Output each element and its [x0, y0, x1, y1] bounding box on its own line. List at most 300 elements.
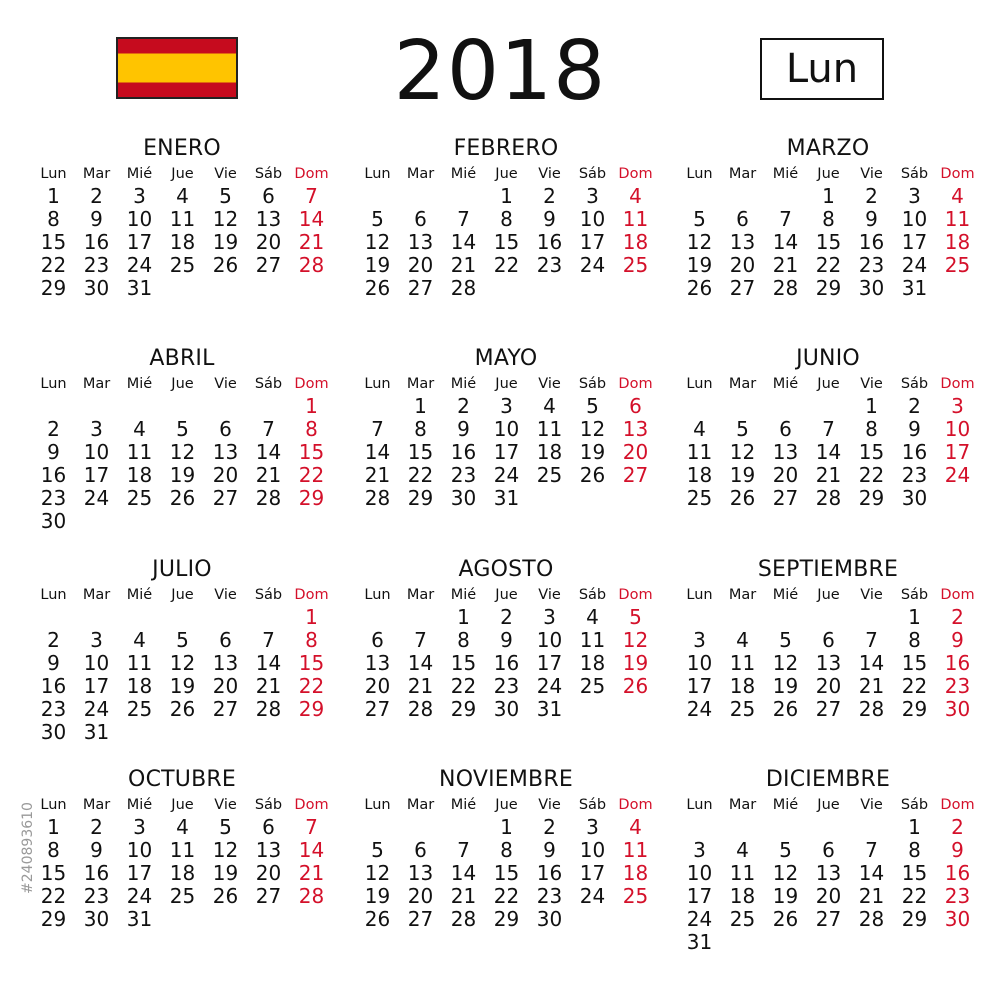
weekday-label: Mié: [772, 587, 799, 603]
day-date: 26: [364, 276, 391, 300]
day-date: 25: [729, 907, 756, 931]
day-date: 16: [901, 440, 928, 464]
empty-cell: [721, 606, 764, 629]
day-date: 21: [407, 674, 434, 698]
weekday-label: Lun: [364, 376, 391, 392]
day-date: 8: [457, 628, 470, 652]
day-date: 6: [414, 207, 427, 231]
day-date: 27: [364, 697, 391, 721]
sunday-date: 3: [951, 394, 964, 418]
day-date: 2: [543, 184, 556, 208]
day-date: 26: [212, 884, 239, 908]
day-date: 22: [901, 674, 928, 698]
day-date: 9: [908, 417, 921, 441]
day-date: 1: [908, 605, 921, 629]
day-grid: [32, 606, 332, 744]
day-date: 3: [133, 184, 146, 208]
empty-cell: [75, 606, 118, 629]
sunday-date: 8: [305, 628, 318, 652]
day-date: 24: [493, 463, 520, 487]
sunday-date: 16: [944, 861, 971, 885]
weekday-label: Vie: [538, 587, 561, 603]
weekday-label: Mar: [728, 166, 757, 182]
day-grid: [356, 606, 656, 721]
sunday-date: 18: [622, 861, 649, 885]
day-date: 21: [815, 463, 842, 487]
day-date: 30: [40, 509, 67, 533]
day-date: 17: [536, 651, 563, 675]
day-date: 1: [414, 394, 427, 418]
day-date: 12: [169, 651, 196, 675]
year-title: 2018: [393, 24, 607, 119]
month-octubre: [32, 767, 332, 931]
empty-cell: [204, 395, 247, 418]
day-date: 23: [901, 463, 928, 487]
day-date: 30: [536, 907, 563, 931]
day-date: 6: [822, 628, 835, 652]
day-date: 2: [865, 184, 878, 208]
day-date: 16: [858, 230, 885, 254]
day-date: 13: [212, 651, 239, 675]
day-date: 20: [815, 674, 842, 698]
empty-cell: [721, 185, 764, 208]
day-date: 3: [90, 417, 103, 441]
day-date: 12: [212, 207, 239, 231]
day-date: 2: [543, 815, 556, 839]
day-date: 15: [450, 651, 477, 675]
day-date: 3: [90, 628, 103, 652]
month-title: JUNIO: [796, 346, 860, 371]
weekday-label: Mar: [728, 587, 757, 603]
day-date: 10: [686, 651, 713, 675]
day-date: 29: [815, 276, 842, 300]
day-date: 30: [858, 276, 885, 300]
day-date: 20: [407, 884, 434, 908]
weekday-label: Lun: [364, 797, 391, 813]
day-date: 24: [83, 697, 110, 721]
day-date: 1: [457, 605, 470, 629]
sunday-date: 21: [298, 230, 325, 254]
weekday-label: Mar: [82, 376, 111, 392]
month-febrero: [356, 136, 656, 300]
day-date: 10: [83, 651, 110, 675]
sunday-date: 28: [298, 253, 325, 277]
day-date: 18: [729, 674, 756, 698]
day-date: 3: [586, 815, 599, 839]
weekday-label: Sáb: [900, 587, 929, 603]
day-date: 14: [255, 651, 282, 675]
day-date: 10: [126, 207, 153, 231]
day-date: 17: [83, 463, 110, 487]
weekday-label: Dom: [618, 587, 653, 603]
day-date: 21: [450, 253, 477, 277]
day-date: 5: [779, 628, 792, 652]
day-date: 17: [126, 861, 153, 885]
day-date: 10: [579, 207, 606, 231]
empty-cell: [399, 816, 442, 839]
day-date: 28: [858, 907, 885, 931]
weekday-label: Dom: [940, 587, 975, 603]
day-date: 29: [40, 907, 67, 931]
sunday-date: 14: [298, 838, 325, 862]
day-date: 4: [543, 394, 556, 418]
weekday-label: Lun: [686, 166, 713, 182]
day-date: 28: [858, 697, 885, 721]
day-date: 29: [40, 276, 67, 300]
empty-cell: [356, 395, 399, 418]
day-date: 11: [126, 651, 153, 675]
day-date: 16: [450, 440, 477, 464]
day-date: 22: [40, 884, 67, 908]
weekday-label: Vie: [538, 376, 561, 392]
weekday-label: Mié: [772, 797, 799, 813]
day-date: 5: [779, 838, 792, 862]
weekday-label: Dom: [618, 797, 653, 813]
weekday-label: Vie: [860, 376, 883, 392]
day-date: 26: [729, 486, 756, 510]
sunday-date: 2: [951, 605, 964, 629]
day-date: 14: [815, 440, 842, 464]
day-date: 14: [407, 651, 434, 675]
day-date: 22: [815, 253, 842, 277]
day-date: 31: [536, 697, 563, 721]
sunday-date: 29: [298, 697, 325, 721]
day-date: 24: [126, 253, 153, 277]
day-date: 30: [901, 486, 928, 510]
day-date: 5: [371, 207, 384, 231]
day-date: 4: [586, 605, 599, 629]
weekday-header: [32, 795, 332, 816]
empty-cell: [399, 185, 442, 208]
sunday-date: 25: [622, 884, 649, 908]
day-date: 18: [536, 440, 563, 464]
day-date: 4: [133, 628, 146, 652]
weekday-label: Vie: [214, 587, 237, 603]
day-date: 6: [371, 628, 384, 652]
day-date: 12: [364, 230, 391, 254]
day-date: 18: [686, 463, 713, 487]
weekday-header: [356, 164, 656, 185]
weekday-header: [678, 795, 978, 816]
day-date: 28: [364, 486, 391, 510]
weekday-label: Mié: [450, 376, 477, 392]
month-title: MAYO: [474, 346, 538, 371]
day-date: 28: [255, 486, 282, 510]
sunday-date: 4: [629, 184, 642, 208]
day-date: 11: [579, 628, 606, 652]
empty-cell: [356, 816, 399, 839]
weekday-label: Mar: [406, 376, 435, 392]
day-date: 7: [822, 417, 835, 441]
day-date: 26: [364, 907, 391, 931]
day-date: 20: [212, 674, 239, 698]
month-title: ENERO: [143, 136, 221, 161]
day-date: 18: [169, 230, 196, 254]
empty-cell: [721, 816, 764, 839]
sunday-date: 11: [622, 838, 649, 862]
weekday-label: Vie: [214, 797, 237, 813]
day-date: 6: [219, 417, 232, 441]
day-date: 17: [579, 861, 606, 885]
weekday-label: Dom: [294, 376, 329, 392]
weekday-label: Sáb: [254, 587, 283, 603]
day-date: 19: [169, 674, 196, 698]
day-grid: [678, 185, 978, 300]
day-date: 5: [371, 838, 384, 862]
day-date: 26: [686, 276, 713, 300]
month-junio: [678, 346, 978, 510]
day-date: 22: [493, 884, 520, 908]
day-date: 9: [457, 417, 470, 441]
day-date: 31: [901, 276, 928, 300]
sunday-date: 4: [951, 184, 964, 208]
empty-cell: [161, 606, 204, 629]
weekday-label: Mié: [126, 797, 153, 813]
day-date: 18: [126, 674, 153, 698]
day-date: 23: [450, 463, 477, 487]
day-date: 9: [865, 207, 878, 231]
day-date: 19: [364, 884, 391, 908]
weekday-label: Sáb: [254, 797, 283, 813]
weekday-header: [32, 585, 332, 606]
weekday-label: Dom: [940, 797, 975, 813]
sunday-date: 27: [622, 463, 649, 487]
day-date: 22: [40, 253, 67, 277]
sunday-date: 21: [298, 861, 325, 885]
weekday-label: Vie: [214, 376, 237, 392]
month-noviembre: [356, 767, 656, 931]
day-date: 26: [772, 697, 799, 721]
weekday-label: Vie: [538, 166, 561, 182]
day-date: 24: [536, 674, 563, 698]
day-date: 17: [686, 884, 713, 908]
day-date: 14: [772, 230, 799, 254]
sunday-date: 1: [305, 394, 318, 418]
day-date: 18: [126, 463, 153, 487]
day-date: 23: [40, 697, 67, 721]
day-date: 10: [579, 838, 606, 862]
weekday-label: Mar: [82, 797, 111, 813]
day-date: 8: [865, 417, 878, 441]
weekday-label: Lun: [686, 376, 713, 392]
sunday-date: 12: [622, 628, 649, 652]
day-date: 24: [901, 253, 928, 277]
day-date: 15: [40, 230, 67, 254]
month-agosto: [356, 557, 656, 721]
sunday-date: 22: [298, 463, 325, 487]
day-date: 23: [40, 486, 67, 510]
weekday-label: Lun: [40, 797, 67, 813]
day-date: 20: [364, 674, 391, 698]
day-date: 16: [83, 861, 110, 885]
weekday-label: Mar: [406, 587, 435, 603]
day-date: 9: [90, 207, 103, 231]
sunday-date: 16: [944, 651, 971, 675]
day-date: 27: [255, 253, 282, 277]
empty-cell: [247, 606, 290, 629]
day-date: 19: [772, 674, 799, 698]
sunday-date: 10: [944, 417, 971, 441]
day-date: 2: [908, 394, 921, 418]
day-date: 5: [176, 628, 189, 652]
day-date: 4: [736, 628, 749, 652]
weekday-label: Vie: [860, 587, 883, 603]
weekday-label: Lun: [364, 587, 391, 603]
day-date: 10: [686, 861, 713, 885]
day-date: 13: [255, 207, 282, 231]
weekday-label: Sáb: [254, 166, 283, 182]
empty-cell: [807, 816, 850, 839]
day-date: 7: [371, 417, 384, 441]
day-date: 28: [450, 907, 477, 931]
day-date: 27: [815, 697, 842, 721]
empty-cell: [678, 816, 721, 839]
day-date: 17: [901, 230, 928, 254]
empty-cell: [678, 606, 721, 629]
day-date: 17: [686, 674, 713, 698]
weekday-label: Jue: [817, 587, 840, 603]
weekday-label: Mié: [450, 587, 477, 603]
day-date: 7: [457, 838, 470, 862]
sunday-date: 14: [298, 207, 325, 231]
day-date: 1: [47, 184, 60, 208]
empty-cell: [399, 606, 442, 629]
day-date: 27: [729, 276, 756, 300]
sunday-date: 26: [622, 674, 649, 698]
weekday-label: Vie: [214, 166, 237, 182]
weekday-label: Dom: [294, 166, 329, 182]
day-date: 16: [493, 651, 520, 675]
day-date: 5: [693, 207, 706, 231]
day-date: 16: [40, 674, 67, 698]
day-date: 25: [126, 486, 153, 510]
sunday-date: 23: [944, 884, 971, 908]
sunday-date: 22: [298, 674, 325, 698]
day-date: 15: [493, 230, 520, 254]
day-date: 23: [536, 884, 563, 908]
day-date: 4: [693, 417, 706, 441]
day-date: 20: [729, 253, 756, 277]
weekday-label: Mié: [772, 376, 799, 392]
weekday-label: Mar: [82, 166, 111, 182]
day-date: 13: [815, 651, 842, 675]
day-date: 5: [586, 394, 599, 418]
day-date: 27: [407, 276, 434, 300]
day-grid: [356, 395, 656, 510]
day-date: 22: [493, 253, 520, 277]
month-title: DICIEMBRE: [765, 767, 891, 792]
weekday-label: Vie: [860, 166, 883, 182]
day-date: 13: [407, 230, 434, 254]
day-date: 10: [536, 628, 563, 652]
month-title: NOVIEMBRE: [439, 767, 573, 792]
day-date: 7: [414, 628, 427, 652]
day-date: 8: [500, 838, 513, 862]
day-date: 7: [779, 207, 792, 231]
day-date: 15: [901, 861, 928, 885]
day-date: 17: [493, 440, 520, 464]
day-date: 14: [858, 861, 885, 885]
day-grid: [356, 816, 656, 931]
day-date: 6: [262, 815, 275, 839]
day-date: 13: [729, 230, 756, 254]
day-date: 6: [414, 838, 427, 862]
day-grid: [678, 606, 978, 721]
weekday-label: Lun: [364, 166, 391, 182]
sunday-date: 9: [951, 838, 964, 862]
day-date: 14: [858, 651, 885, 675]
month-diciembre: [678, 767, 978, 954]
day-date: 6: [822, 838, 835, 862]
day-date: 1: [865, 394, 878, 418]
month-enero: [32, 136, 332, 300]
day-date: 23: [858, 253, 885, 277]
day-date: 19: [772, 884, 799, 908]
day-date: 11: [126, 440, 153, 464]
day-date: 8: [47, 838, 60, 862]
month-title: OCTUBRE: [128, 767, 236, 792]
empty-cell: [204, 606, 247, 629]
day-grid: [678, 816, 978, 954]
empty-cell: [764, 395, 807, 418]
day-date: 12: [364, 861, 391, 885]
day-date: 1: [500, 815, 513, 839]
day-grid: [32, 185, 332, 300]
empty-cell: [442, 185, 485, 208]
day-grid: [678, 395, 978, 510]
weekday-label: Mié: [126, 376, 153, 392]
day-date: 24: [579, 253, 606, 277]
day-date: 20: [407, 253, 434, 277]
weekday-header: [32, 164, 332, 185]
month-title: FEBRERO: [453, 136, 559, 161]
empty-cell: [118, 395, 161, 418]
day-date: 11: [169, 207, 196, 231]
weekday-label: Mar: [406, 166, 435, 182]
day-date: 12: [686, 230, 713, 254]
day-date: 19: [579, 440, 606, 464]
day-date: 8: [500, 207, 513, 231]
weekday-label: Dom: [940, 376, 975, 392]
sunday-date: 7: [305, 184, 318, 208]
day-date: 25: [579, 674, 606, 698]
day-date: 27: [407, 907, 434, 931]
day-date: 20: [815, 884, 842, 908]
day-date: 5: [736, 417, 749, 441]
day-date: 6: [736, 207, 749, 231]
sunday-date: 13: [622, 417, 649, 441]
day-date: 4: [176, 184, 189, 208]
day-date: 1: [908, 815, 921, 839]
day-date: 28: [772, 276, 799, 300]
weekday-label: Sáb: [900, 376, 929, 392]
weekday-label: Vie: [538, 797, 561, 813]
day-date: 19: [686, 253, 713, 277]
day-date: 12: [579, 417, 606, 441]
month-septiembre: [678, 557, 978, 721]
week-start-day-box: Lun: [760, 38, 884, 100]
weekday-label: Dom: [940, 166, 975, 182]
day-date: 11: [729, 861, 756, 885]
day-date: 6: [262, 184, 275, 208]
sunday-date: 18: [944, 230, 971, 254]
empty-cell: [764, 606, 807, 629]
day-date: 13: [815, 861, 842, 885]
day-date: 3: [586, 184, 599, 208]
sunday-date: 5: [629, 605, 642, 629]
day-date: 23: [493, 674, 520, 698]
day-date: 26: [772, 907, 799, 931]
